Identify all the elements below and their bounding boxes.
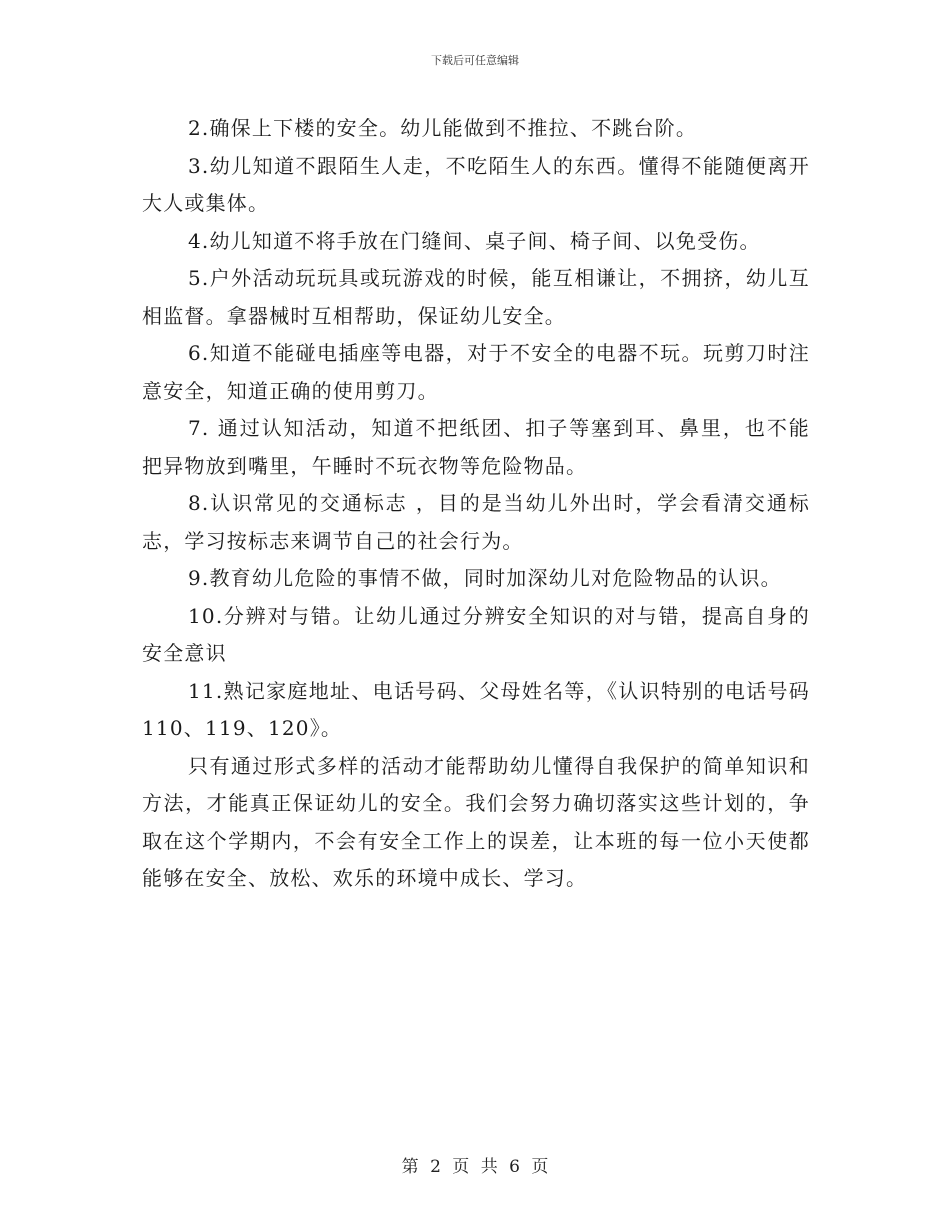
list-item-3: 3.幼儿知道不跟陌生人走，不吃陌生人的东西。懂得不能随便离开大人或集体。 <box>142 153 810 215</box>
list-item-5: 5.户外活动玩玩具或玩游戏的时候，能互相谦让，不拥挤，幼儿互相监督。拿器械时互相帮助，保证幼儿安全。 <box>142 266 810 328</box>
list-item-2: 2.确保上下楼的安全。幼儿能做到不推拉、不跳台阶。 <box>188 116 698 140</box>
list-item-7: 7. 通过认知活动，知道不把纸团、扣子等塞到耳、鼻里，也不能把异物放到嘴里，午睡时不玩衣物等危险物品。 <box>142 416 810 478</box>
page-header: 下载后可任意编辑 <box>431 54 519 67</box>
document-body <box>142 110 810 898</box>
list-item-10: 10.分辨对与错。让幼儿通过分辨安全知识的对与错，提高自身的安全意识 <box>142 603 810 665</box>
list-item-11: 11.熟记家庭地址、电话号码、父母姓名等，《认识特别的电话号码110、119、120》。 <box>142 678 810 740</box>
list-item-6: 6.知道不能碰电插座等电器，对于不安全的电器不玩。玩剪刀时注意安全，知道正确的使用剪刀。 <box>142 341 810 403</box>
list-item-8: 8.认识常见的交通标志 ，目的是当幼儿外出时，学会看清交通标志，学习按标志来调节自己的社会行为。 <box>142 491 810 553</box>
list-item-9: 9.教育幼儿危险的事情不做，同时加深幼儿对危险物品的认识。 <box>188 566 782 590</box>
closing-paragraph: 只有通过形式多样的活动才能帮助幼儿懂得自我保护的简单知识和方法，才能真正保证幼儿的安全。我们会努力确切落实这些计划的，争取在这个学期内，不会有安全工作上的误差，让本班的每一位小天使都能够在安全、放松、欢乐的环境中成长、学习。 <box>142 753 810 890</box>
page-number: 第 2 页 共 6 页 <box>401 1157 549 1177</box>
list-item-4: 4.幼儿知道不将手放在门缝间、桌子间、椅子间、以免受伤。 <box>188 228 761 253</box>
